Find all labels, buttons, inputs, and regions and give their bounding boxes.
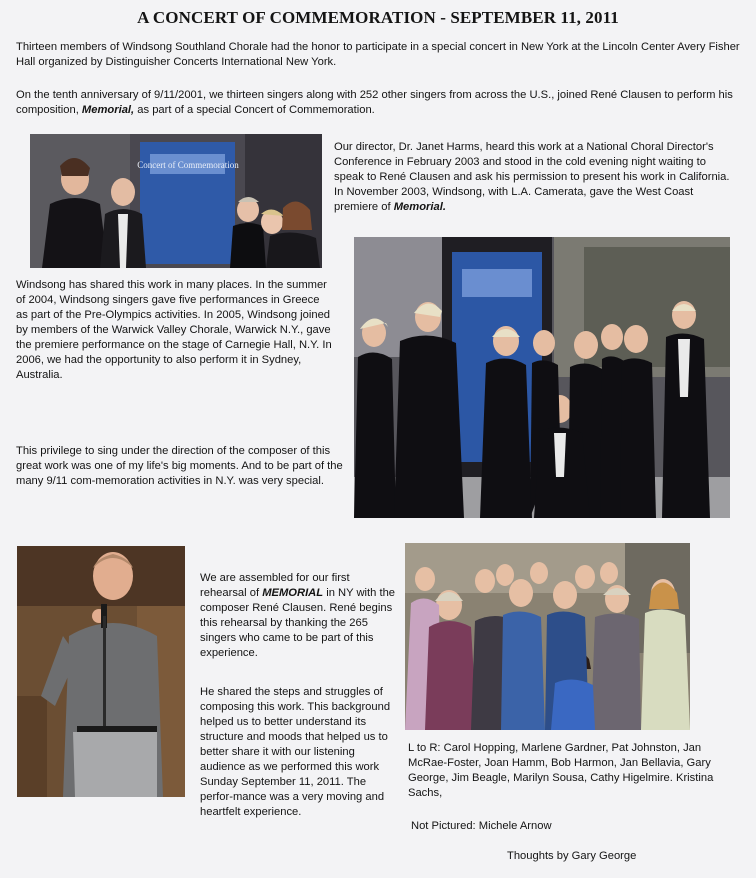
poster-text: Concert of Commemoration [137, 160, 239, 170]
director-text: Our director, Dr. Janet Harms, heard this work at a National Choral Director's Conference in February 2003 and stood in the cold evening night waiting to speak to René Clausen and ask his permission to present his work in California. In November 2003, Windsong, with L.A. Camerata, gave the West Coast premiere of [334, 141, 730, 213]
photo-singers-with-poster [30, 134, 322, 268]
memorial-title-2: Memorial. [393, 201, 446, 213]
group-photo-caption: L to R: Carol Hopping, Marlene Gardner, Pat Johnston, Jan McRae-Foster, Joan Hamm, Bob Harmon, Jan Bellavia, Gary George, Jim Beagle, Marilyn Sousa, Cathy Higelmire. Kristina Sachs, [408, 742, 714, 799]
memorial-title: Memorial, [81, 104, 135, 116]
photo-choir-group-image [354, 237, 730, 518]
photo-composer-image [17, 546, 185, 797]
rehearsal-text: We are assembled for our first rehearsal of [200, 572, 350, 599]
memorial-title-3: MEMORIAL [262, 587, 324, 599]
anniversary-text-end: as part of a special Concert of Commemoration. [134, 104, 375, 116]
anniversary-paragraph [16, 88, 740, 118]
rehearsal-text-end: in NY with the composer René Clausen. René begins this rehearsal by thanking the 265 singers who came to be part of this experience. [200, 587, 396, 659]
intro-paragraph: Thirteen members of Windsong Southland Chorale had the honor to participate in a special concert in New York at the Lincoln Center Avery Fisher Hall organized by Distinguisher Concerts International New York. [16, 41, 740, 68]
director-paragraph [334, 140, 734, 215]
photo-windsong-singers-image [405, 543, 690, 730]
history-paragraph: Windsong has shared this work in many places. In the summer of 2004, Windsong singers gave five performances in Greece as part of the Pre-Olympics activities. In 2005, Windsong joined by members of the Warwick Valley Chorale, Warwick N.Y., gave the premiere performance on the stage of Carnegie Hall, N.Y. In 2006, we had the opportunity to also perform it in Sydney, Australia. [16, 279, 332, 381]
photo-composer-microphone [17, 546, 185, 797]
photo-windsong-singers [405, 543, 690, 730]
steps-paragraph: He shared the steps and struggles of composing this work. This background helped us to better understand its structure and moods that helped us to better share it with our listening audience as we performed this work Sunday September 11, 2011. The perfor-mance was a very moving and heartfelt experience. [200, 686, 391, 818]
anniversary-text: On the tenth anniversary of 9/11/2001, we thirteen singers along with 252 other singers from across the U.S., joined René Clausen to perform his composition, [16, 89, 733, 116]
rehearsal-paragraph [200, 571, 396, 661]
not-pictured-note: Not Pictured: Michele Arnow [411, 820, 552, 832]
photo-choir-group [354, 237, 730, 518]
photo-singers-with-poster-image [30, 134, 322, 268]
byline: Thoughts by Gary George [507, 850, 637, 862]
privilege-paragraph: This privilege to sing under the direction of the composer of this great work was one of my life's big moments. And to be part of the many 9/11 com-memoration activities in N.Y. was very special. [16, 445, 343, 487]
page-title: A CONCERT OF COMMEMORATION - SEPTEMBER 11, 2011 [137, 8, 619, 27]
